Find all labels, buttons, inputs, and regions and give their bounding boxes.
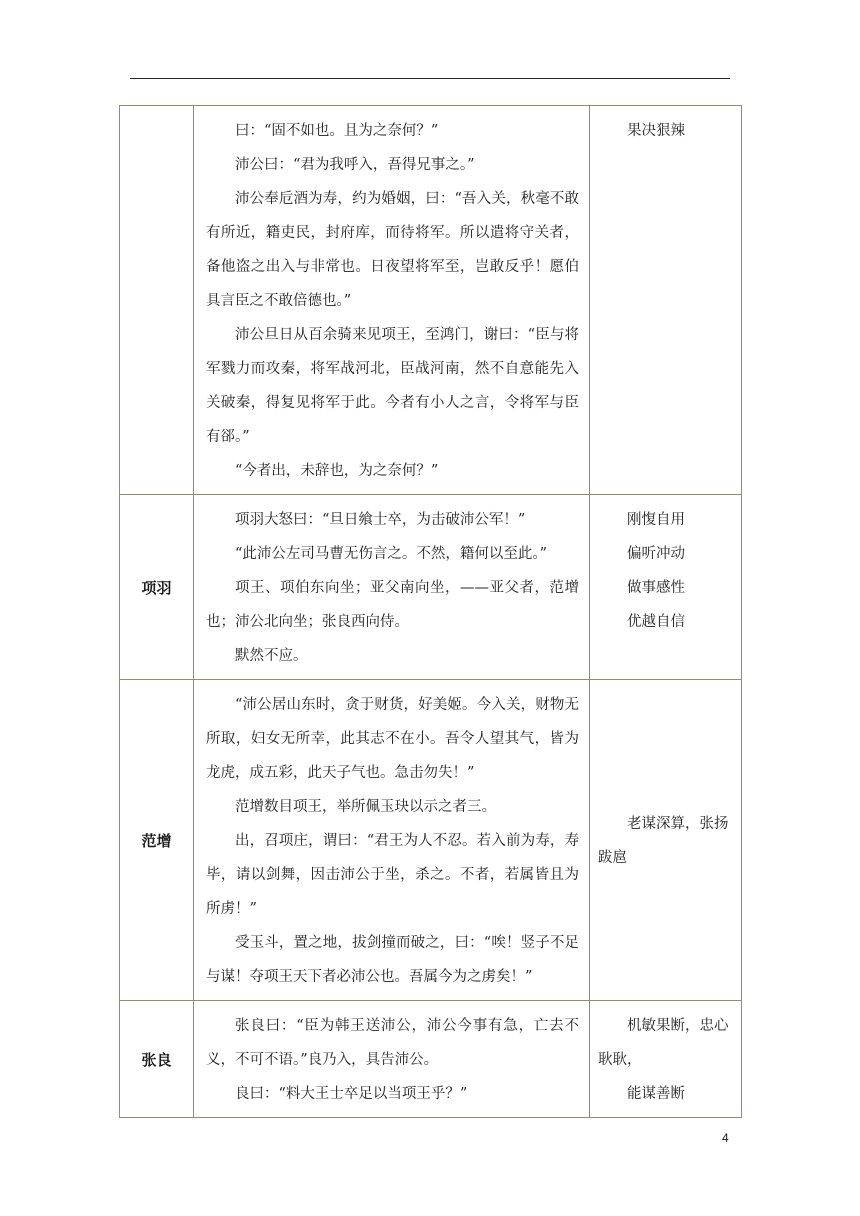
character-name-cell (120, 106, 194, 495)
quote-cell (194, 680, 590, 1001)
trait-text: 优越自信 (627, 614, 685, 630)
character-name-cell (120, 680, 194, 1001)
quote-paragraph: 沛公旦日从百余骑来见项王，至鸿门，谢曰：“臣与将军戮力而攻秦，将军战河北，臣战河南，然不自意能先入关破秦，得复见将军于此。今者有小人之言，令将军与臣有郤。” (206, 327, 579, 445)
quote-paragraph: 默然不应。 (235, 648, 308, 664)
trait-text: 刚愎自用 (627, 512, 685, 528)
trait-text: 做事感性 (627, 580, 685, 596)
quote-paragraph: 项羽大怒曰：“旦日飨士卒，为击破沛公军！” (235, 512, 526, 528)
trait-text: 老谋深算，张扬跋扈 (598, 816, 729, 866)
page-number: 4 (722, 1131, 729, 1145)
trait-text: 能谋善断 (627, 1086, 685, 1102)
quote-paragraph: 沛公曰：“君为我呼入，吾得兄事之。” (235, 157, 475, 173)
character-name: 张良 (141, 1050, 172, 1069)
character-analysis-table (119, 105, 742, 1118)
header-rule (130, 78, 730, 79)
trait-text: 偏听冲动 (627, 546, 685, 562)
trait-cell (590, 106, 742, 495)
quote-paragraph: “沛公居山东时，贪于财货，好美姬。今入关，财物无所取，妇女无所幸，此其志不在小。吾令人望其气，皆为龙虎，成五彩，此天子气也。急击勿失！” (206, 697, 579, 781)
table-row-peigong (120, 106, 742, 495)
trait-text: 机敏果断，忠心耿耿， (598, 1018, 729, 1068)
quote-cell (194, 1001, 590, 1118)
table-row-fanzeng (120, 680, 742, 1001)
quote-paragraph: “此沛公左司马曹无伤言之。不然，籍何以至此。” (235, 546, 548, 562)
quote-paragraph: 曰：“固不如也。且为之奈何？” (235, 123, 439, 139)
quote-paragraph: 出，召项庄，谓曰：“君王为人不忍。若入前为寿，寿毕，请以剑舞，因击沛公于坐，杀之。不者，若属皆且为所虏！” (206, 833, 579, 917)
quote-cell (194, 106, 590, 495)
quote-paragraph: 受玉斗，置之地，拔剑撞而破之，曰：“唉！竖子不足与谋！夺项王天下者必沛公也。吾属今为之虏矣！” (206, 935, 579, 985)
quote-paragraph: 沛公奉卮酒为寿，约为婚姻，曰：“吾入关，秋毫不敢有所近，籍吏民，封府库，而待将军。所以遣将守关者，备他盗之出入与非常也。日夜望将军至，岂敢反乎！愿伯具言臣之不敢倍德也。” (206, 191, 579, 309)
quote-paragraph: 范增数目项王，举所佩玉玦以示之者三。 (235, 799, 496, 815)
trait-cell (590, 1001, 742, 1118)
quote-paragraph: 张良曰：“臣为韩王送沛公，沛公今事有急，亡去不义，不可不语。”良乃入，具告沛公。 (206, 1018, 579, 1068)
trait-cell (590, 495, 742, 680)
quote-cell (194, 495, 590, 680)
table-row-zhangliang (120, 1001, 742, 1118)
character-name-cell (120, 495, 194, 680)
table-row-xiangyu (120, 495, 742, 680)
trait-cell (590, 680, 742, 1001)
character-name: 范增 (141, 831, 172, 850)
character-name: 项羽 (141, 578, 172, 597)
quote-paragraph: 项王、项伯东向坐；亚父南向坐，——亚父者，范增也；沛公北向坐；张良西向侍。 (206, 580, 579, 630)
quote-paragraph: “今者出，未辞也，为之奈何？” (235, 463, 439, 479)
quote-paragraph: 良曰：“料大王士卒足以当项王乎？” (235, 1086, 468, 1102)
trait-text: 果决狠辣 (627, 123, 685, 139)
character-name-cell (120, 1001, 194, 1118)
